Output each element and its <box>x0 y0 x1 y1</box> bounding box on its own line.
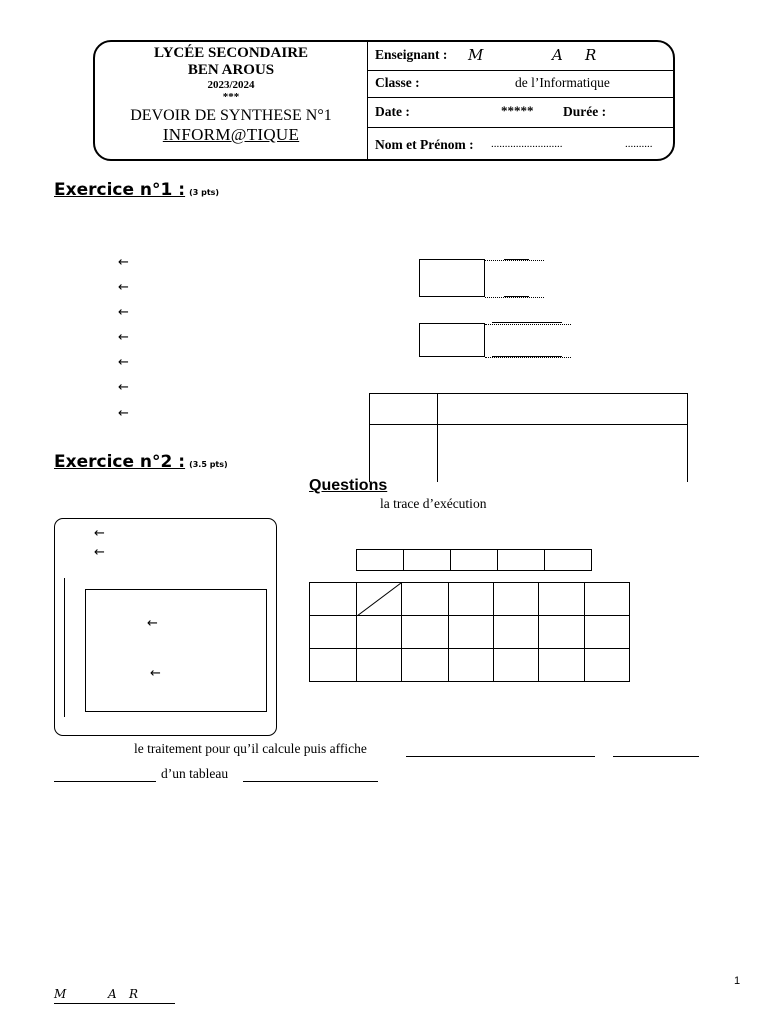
trace-cell <box>402 649 449 682</box>
arrow-icon: ← <box>94 545 105 560</box>
fill-line <box>54 781 156 782</box>
teacher-initial-2: A <box>552 46 563 64</box>
arrow-icon: ← <box>147 616 158 631</box>
exercise1-points: (3 pts) <box>189 188 220 197</box>
trace-cell <box>585 616 630 649</box>
teacher-row <box>368 42 675 71</box>
duration-label: Durée : <box>563 104 607 119</box>
array-cells <box>356 549 592 571</box>
class-row <box>368 70 675 98</box>
exercise2-points: (3.5 pts) <box>189 460 228 469</box>
footer-initials <box>54 987 175 1004</box>
diagonal-line-icon <box>357 583 401 616</box>
answer-line <box>492 322 562 323</box>
arrow-icon: ← <box>94 526 105 541</box>
arrow-icon: ← <box>118 305 129 320</box>
class-label: Classe : <box>375 75 420 90</box>
date-value: ***** <box>501 103 534 118</box>
exercise1-heading <box>54 180 219 200</box>
trace-text: la trace d’exécution <box>380 496 487 511</box>
name-dots-2: .......... <box>625 138 653 150</box>
trace-cell <box>449 649 494 682</box>
name-dots-1: .......................... <box>491 138 563 150</box>
array-cell <box>404 550 451 571</box>
trace-cell <box>539 649 585 682</box>
answer-box <box>419 259 485 297</box>
teacher-initial-3: R <box>585 46 597 64</box>
page-number: 1 <box>734 975 741 987</box>
school-line1: LYCÉE SECONDAIRE <box>153 45 309 61</box>
trace-cell <box>402 583 449 616</box>
answer-box <box>419 323 485 357</box>
trace-cell <box>539 583 585 616</box>
trace-cell <box>449 616 494 649</box>
teacher-label: Enseignant : <box>375 47 448 62</box>
trace-cell-diagonal <box>357 583 402 616</box>
fill-line <box>406 756 595 757</box>
school-line2: BEN AROUS <box>187 62 275 78</box>
trace-cell <box>585 583 630 616</box>
arrow-icon: ← <box>118 330 129 345</box>
footer-initial-3: R <box>129 987 139 1001</box>
subject-title: INFORM@TIQUE <box>162 125 300 144</box>
trace-cell <box>357 616 402 649</box>
name-row <box>368 127 675 161</box>
answer-dotted-line <box>485 260 544 261</box>
footer-initial-2: A <box>108 987 117 1001</box>
date-label: Date : <box>375 104 410 119</box>
exercise2-heading <box>54 452 228 472</box>
array-cell <box>498 550 545 571</box>
trace-cell <box>585 649 630 682</box>
trace-cell <box>310 649 357 682</box>
trace-cell <box>449 583 494 616</box>
fill-line <box>613 756 699 757</box>
arrow-icon: ← <box>118 406 129 421</box>
answer-dotted-line <box>485 357 571 358</box>
trace-cell <box>539 616 585 649</box>
answer-dotted-line <box>485 324 571 325</box>
loop-bar <box>64 578 65 717</box>
trace-table <box>309 582 630 682</box>
trace-cell <box>494 616 539 649</box>
exercise1-title: Exercice n°1 : <box>54 180 186 200</box>
arrow-icon: ← <box>118 280 129 295</box>
footer-initial-1: M <box>54 987 67 1001</box>
questions-heading: Questions <box>309 477 388 494</box>
trace-cell <box>402 616 449 649</box>
trace-cell <box>357 649 402 682</box>
arrow-icon: ← <box>118 355 129 370</box>
declaration-table <box>369 393 688 482</box>
answer-dotted-line <box>485 297 544 298</box>
school-year: 2023/2024 <box>207 79 255 91</box>
algorithm-box <box>54 518 277 736</box>
arrow-icon: ← <box>150 666 161 681</box>
exam-title: DEVOIR DE SYNTHESE N°1 <box>130 107 332 124</box>
header-stars: *** <box>222 91 240 103</box>
question-line2-text: d’un tableau <box>161 766 229 781</box>
trace-cell <box>310 583 357 616</box>
trace-cell <box>494 649 539 682</box>
array-cell <box>357 550 404 571</box>
school-block <box>95 42 367 144</box>
arrow-icon: ← <box>118 380 129 395</box>
arrow-icon: ← <box>118 255 129 270</box>
teacher-initial-1: M <box>468 46 484 64</box>
array-cell <box>451 550 498 571</box>
name-label: Nom et Prénom : <box>375 137 474 152</box>
date-row <box>368 97 675 128</box>
trace-cell <box>494 583 539 616</box>
class-value: de l’Informatique <box>515 75 610 90</box>
fill-line <box>243 781 378 782</box>
trace-cell <box>310 616 357 649</box>
exercise2-title: Exercice n°2 : <box>54 452 186 472</box>
exam-header <box>93 40 675 161</box>
question-line1-text: le traitement pour qu’il calcule puis affiche <box>134 741 367 756</box>
array-cell <box>545 550 592 571</box>
loop-body-box <box>85 589 267 712</box>
